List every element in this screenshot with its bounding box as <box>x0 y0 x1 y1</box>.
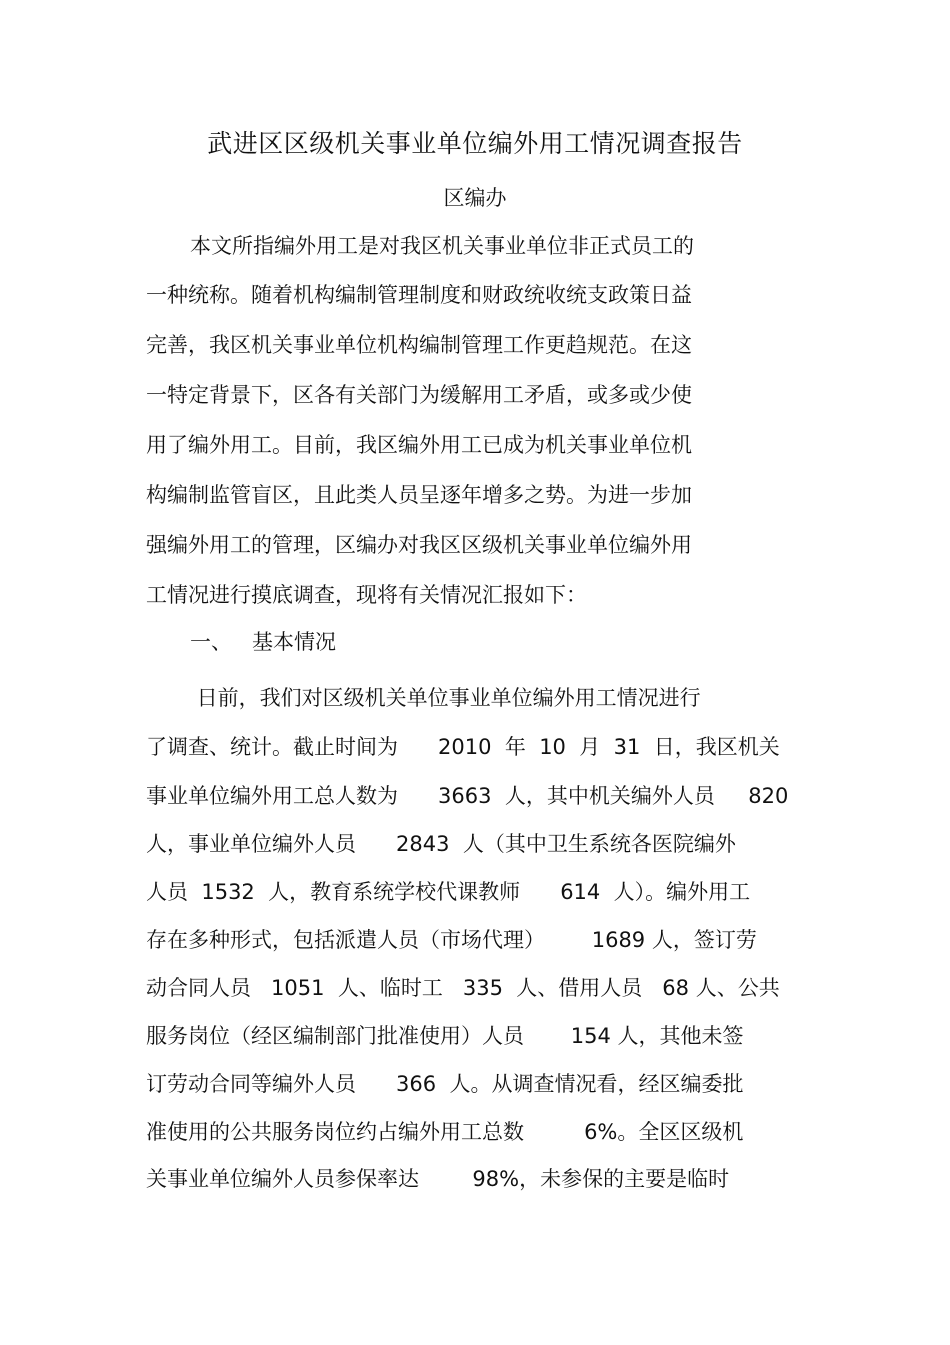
paragraph-line: 用了编外用工。目前，我区编外用工已成为机关事业单位机 <box>146 433 692 457</box>
paragraph-line: 了调查、统计。截止时间为 2010 年 10 月 31 日，我区机关 <box>146 735 780 759</box>
paragraph-line: 本文所指编外用工是对我区机关事业单位非正式员工的 <box>190 234 694 258</box>
paragraph-line: 日前，我们对区级机关单位事业单位编外用工情况进行 <box>190 686 701 710</box>
paragraph-line: 订劳动合同等编外人员 366 人。从调查情况看，经区编委批 <box>146 1072 744 1096</box>
paragraph-line: 人，事业单位编外人员 2843 人（其中卫生系统各医院编外 <box>146 832 736 856</box>
paragraph-line: 关事业单位编外人员参保率达 98%，未参保的主要是临时 <box>146 1167 730 1191</box>
paragraph-line: 准使用的公共服务岗位约占编外用工总数 6%。全区区级机 <box>146 1120 744 1144</box>
paragraph-line: 构编制监管盲区，且此类人员呈逐年增多之势。为进一步加 <box>146 483 692 507</box>
paragraph-line: 事业单位编外用工总人数为 3663 人，其中机关编外人员 820 <box>146 784 789 808</box>
paragraph-line: 动合同人员 1051 人、临时工 335 人、借用人员 68 人、公共 <box>146 976 780 1000</box>
paragraph-line: 人员 1532 人，教育系统学校代课教师 614 人）。编外用工 <box>146 880 751 904</box>
paragraph-line: 工情况进行摸底调查，现将有关情况汇报如下： <box>146 583 587 607</box>
paragraph-line: 强编外用工的管理，区编办对我区区级机关事业单位编外用 <box>146 533 692 557</box>
document-title: 武进区区级机关事业单位编外用工情况调查报告 <box>207 129 743 158</box>
section-heading: 一、 基本情况 <box>190 630 337 654</box>
paragraph-line: 服务岗位（经区编制部门批准使用）人员 154 人，其他未签 <box>146 1024 744 1048</box>
paragraph-line: 一特定背景下，区各有关部门为缓解用工矛盾，或多或少使 <box>146 383 692 407</box>
paragraph-line: 存在多种形式，包括派遣人员（市场代理） 1689 人，签订劳 <box>146 928 757 952</box>
document-author: 区编办 <box>443 186 507 210</box>
paragraph-line: 一种统称。随着机构编制管理制度和财政统收统支政策日益 <box>146 283 692 307</box>
paragraph-line: 完善，我区机关事业单位机构编制管理工作更趋规范。在这 <box>146 333 692 357</box>
